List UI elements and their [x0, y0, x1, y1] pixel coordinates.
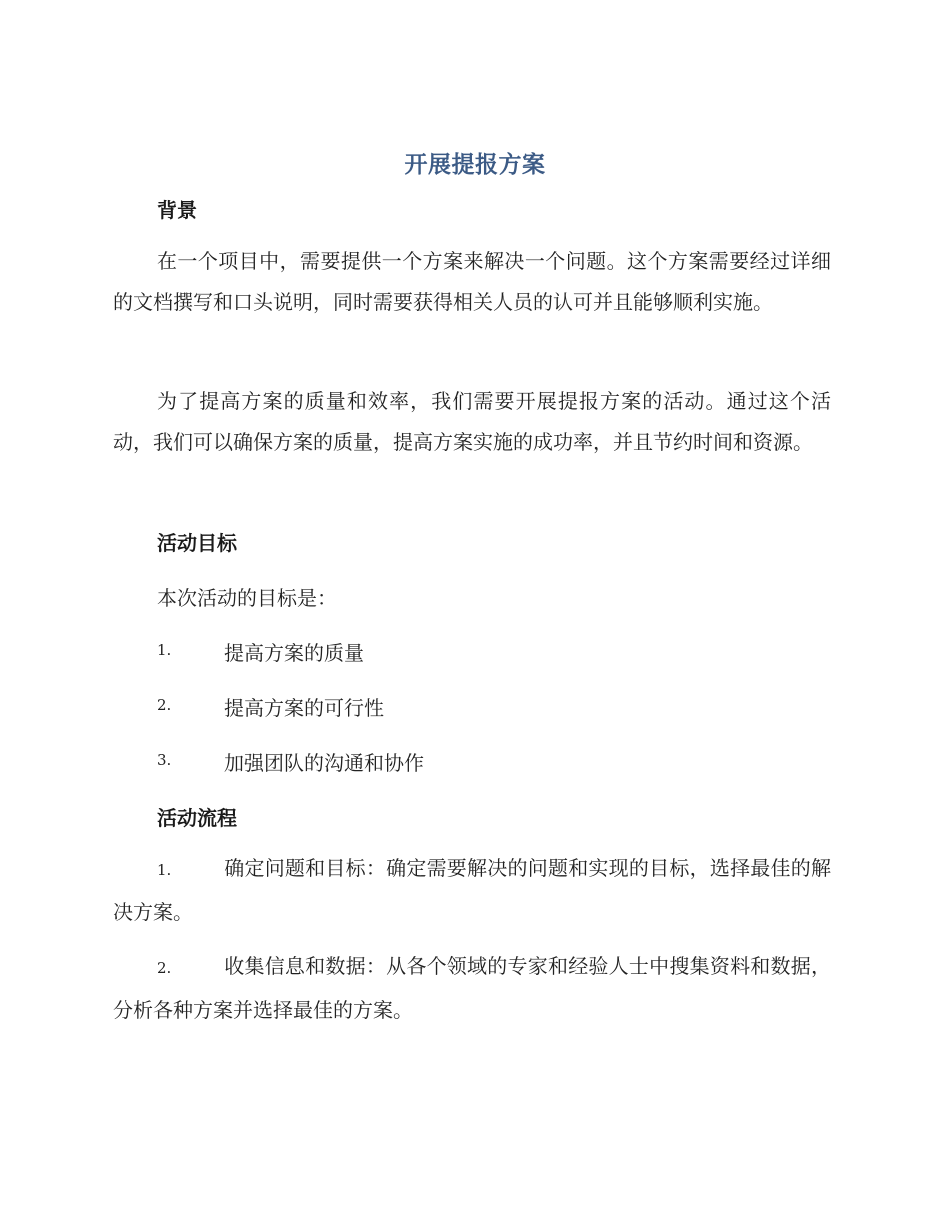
goal-item-text: 加强团队的沟通和协作: [224, 751, 424, 775]
goal-item-number: 2.: [157, 696, 172, 714]
process-step-number: 2.: [157, 959, 172, 977]
goals-intro: 本次活动的目标是：: [157, 586, 337, 610]
process-step-number: 1.: [157, 861, 172, 879]
heading-process: 活动流程: [157, 806, 237, 830]
heading-goals: 活动目标: [157, 531, 237, 555]
process-step-text: 收集信息和数据：从各个领域的专家和经验人士中搜集资料和数据，分析各种方案并选择最佳的方案。: [113, 954, 831, 1022]
document-title: 开展提报方案: [404, 152, 546, 178]
process-step-2: [113, 945, 831, 1031]
heading-background: 背景: [157, 198, 197, 222]
goal-item-text: 提高方案的可行性: [224, 696, 384, 720]
process-step-text: 确定问题和目标：确定需要解决的问题和实现的目标，选择最佳的解决方案。: [113, 856, 831, 924]
goal-item-number: 1.: [157, 641, 172, 659]
process-step-1: [113, 847, 831, 933]
goal-item-text: 提高方案的质量: [224, 641, 364, 665]
background-paragraph-1: 在一个项目中，需要提供一个方案来解决一个问题。这个方案需要经过详细的文档撰写和口头说明，同时需要获得相关人员的认可并且能够顺利实施。: [113, 249, 831, 314]
background-paragraph-2: 为了提高方案的质量和效率，我们需要开展提报方案的活动。通过这个活动，我们可以确保方案的质量，提高方案实施的成功率，并且节约时间和资源。: [113, 389, 831, 454]
goal-item-number: 3.: [157, 751, 172, 769]
